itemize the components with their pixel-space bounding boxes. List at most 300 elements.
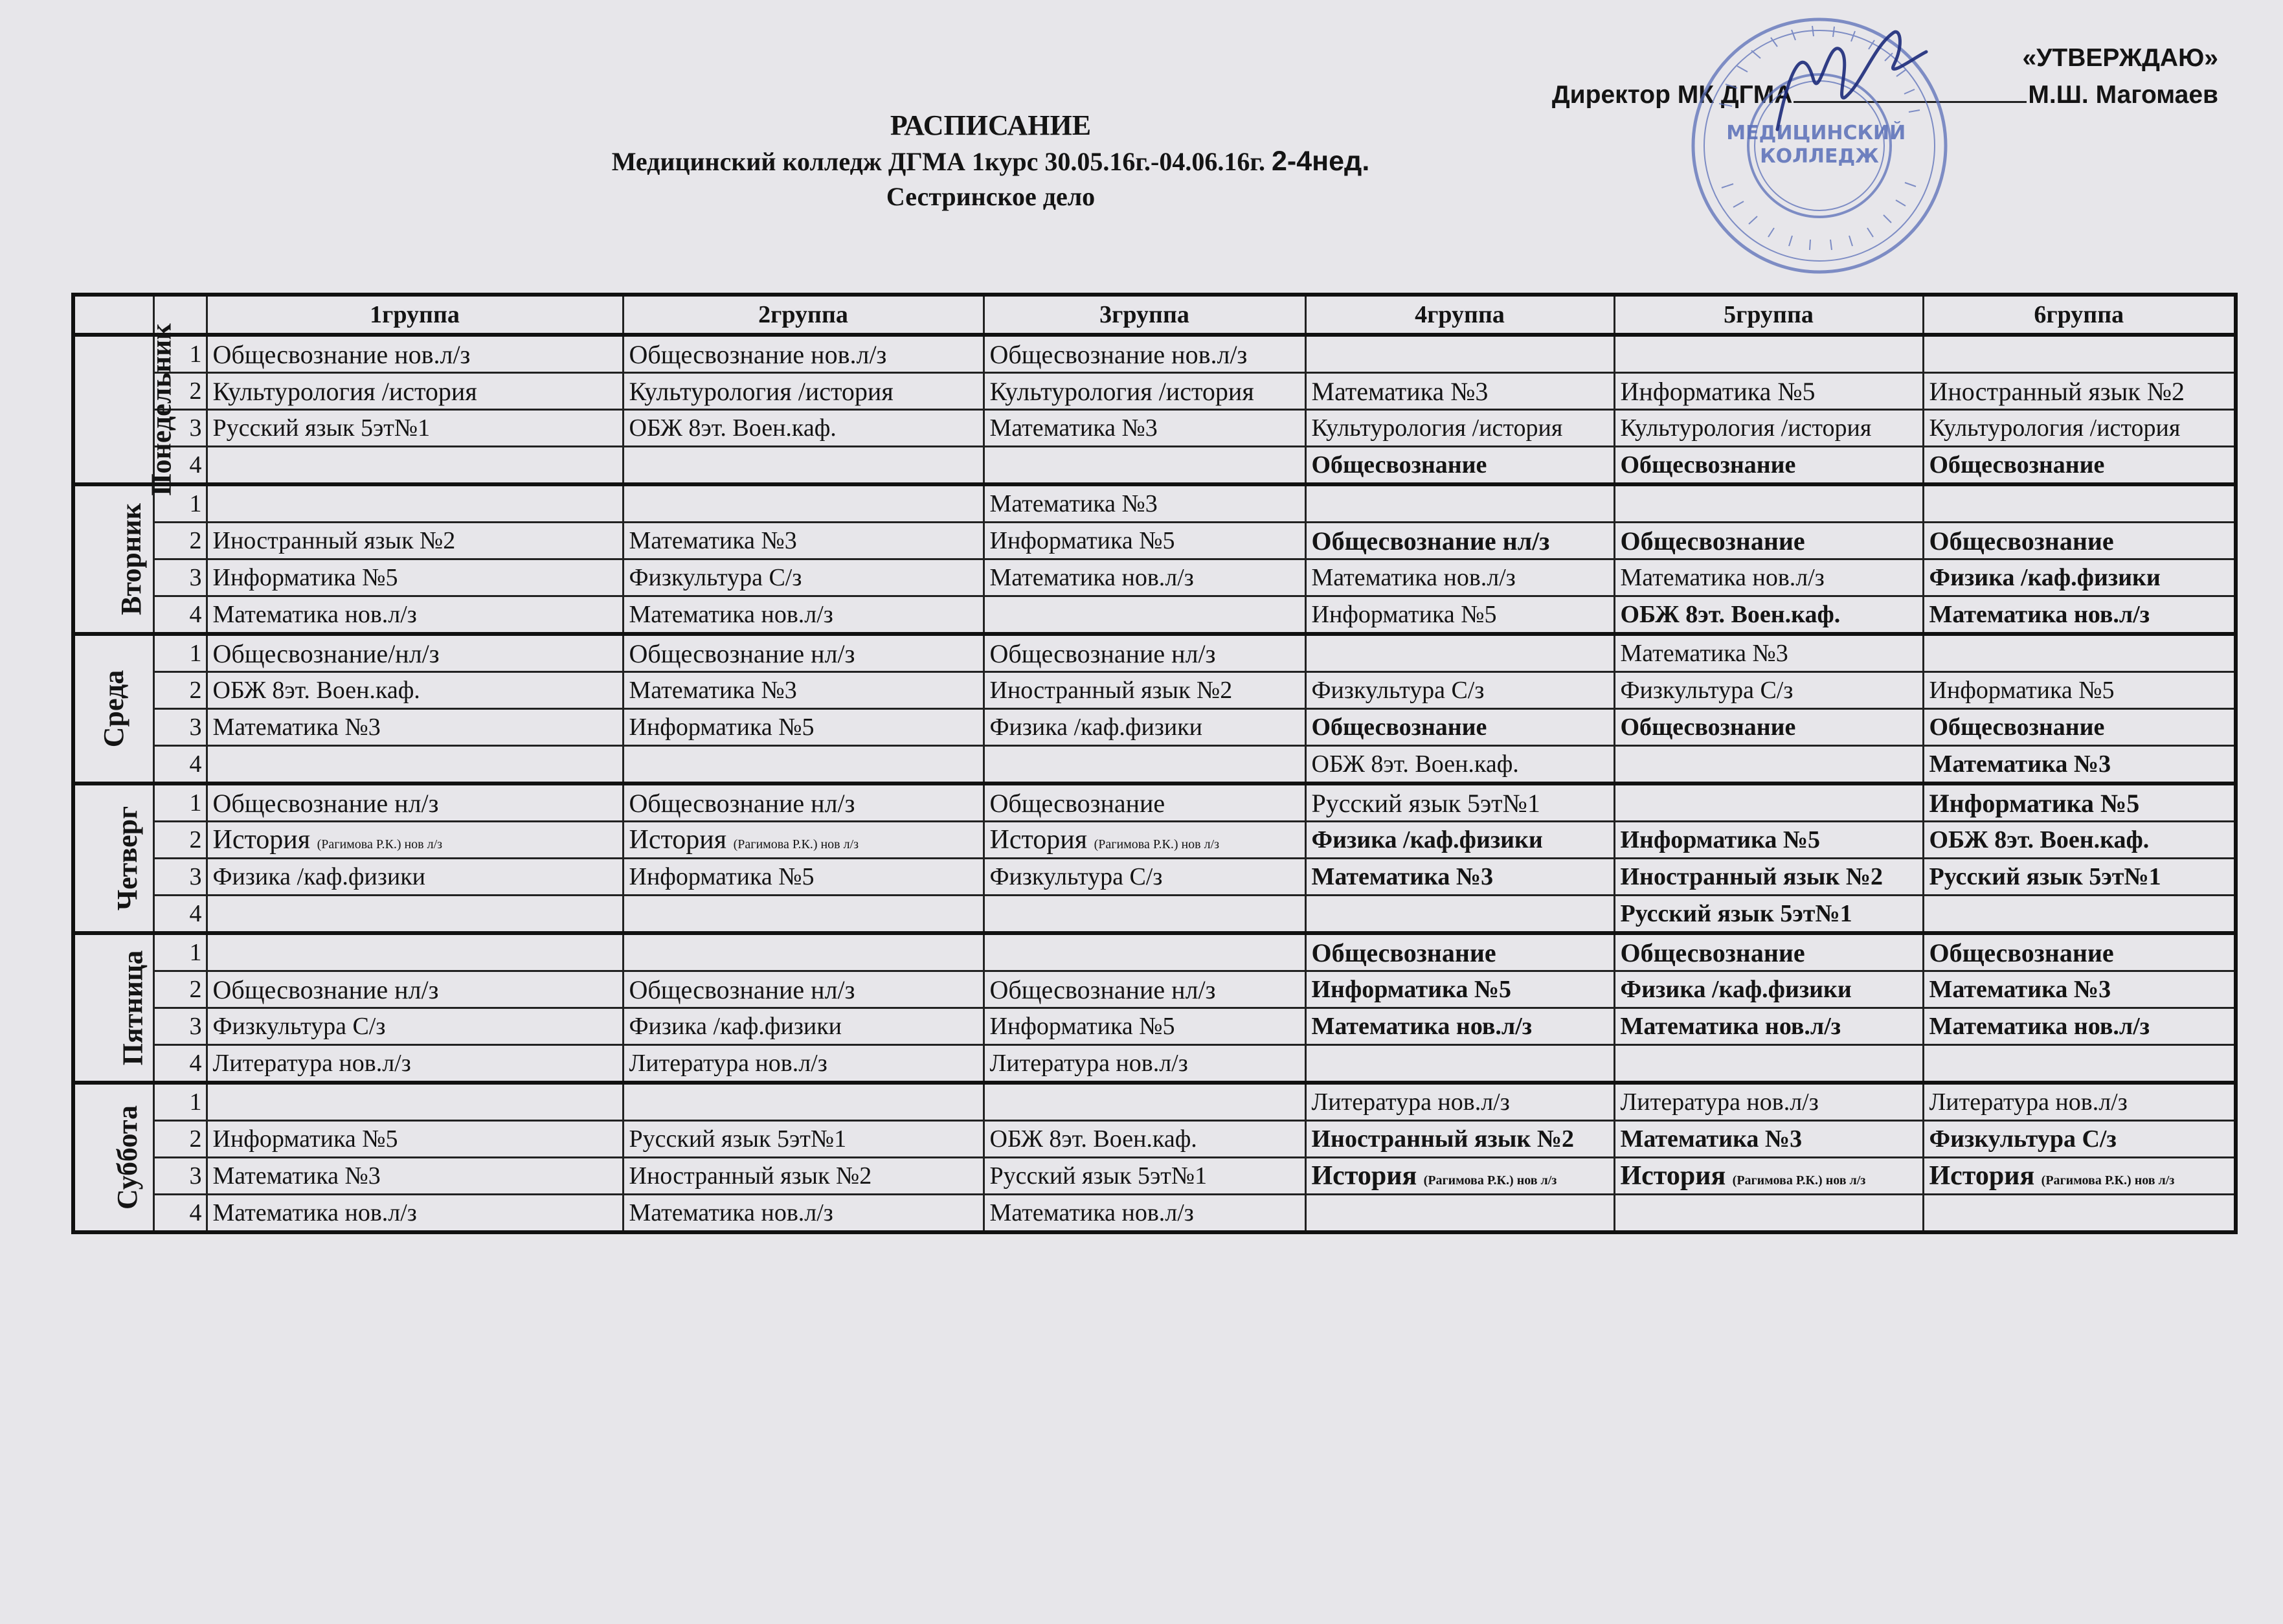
schedule-cell	[1305, 896, 1614, 934]
subject-text: Общесвознание нл/з	[1311, 526, 1550, 556]
schedule-cell	[1305, 746, 1614, 784]
subject-text: Общесвознание/нл/з	[212, 638, 440, 668]
schedule-cell	[1305, 410, 1614, 447]
subject-text: Математика №3	[1929, 976, 2111, 1003]
schedule-cell	[207, 335, 623, 373]
table-row	[73, 1195, 2236, 1233]
schedule-cell	[984, 896, 1305, 934]
lesson-number: 3	[153, 1158, 207, 1195]
schedule-cell	[207, 1158, 623, 1195]
schedule-cell	[1305, 709, 1614, 746]
schedule-cell	[1923, 1121, 2236, 1158]
schedule-cell	[1614, 1008, 1923, 1045]
schedule-cell	[1614, 335, 1923, 373]
schedule-table	[71, 293, 2238, 1234]
schedule-cell	[1305, 1195, 1614, 1233]
table-row	[73, 1008, 2236, 1045]
teacher-note: (Рагимова Р.К.) нов л/з	[1732, 1173, 1866, 1188]
teacher-note: (Рагимова Р.К.) нов л/з	[317, 837, 443, 851]
schedule-cell	[1614, 859, 1923, 896]
subject-text: Физика /каф.физики	[629, 1013, 842, 1040]
table-row	[73, 933, 2236, 971]
subject-text: Математика нов.л/з	[1929, 601, 2150, 628]
subject-text: Математика №3	[989, 414, 1158, 442]
lesson-number: 1	[153, 933, 207, 971]
schedule-cell	[984, 933, 1305, 971]
schedule-cell	[1923, 709, 2236, 746]
subject-text: Русский язык 5эт№1	[1311, 788, 1540, 818]
subject-text: Математика нов.л/з	[1620, 1013, 1841, 1040]
day-label-cell	[73, 1083, 153, 1232]
subject-text: Общесвознание	[1929, 526, 2114, 556]
table-row	[73, 447, 2236, 485]
schedule-cell	[1305, 1045, 1614, 1083]
group-header: 5группа	[1614, 295, 1923, 335]
day-name: Среда	[98, 670, 130, 748]
subject-text: Иностранный язык №2	[1929, 376, 2185, 406]
schedule-cell	[1305, 971, 1614, 1008]
subject-text: Информатика №5	[989, 527, 1175, 554]
table-row	[73, 335, 2236, 373]
schedule-cell	[984, 1158, 1305, 1195]
schedule-cell	[623, 746, 984, 784]
subject-text: Литература нов.л/з	[1311, 1088, 1510, 1116]
schedule-cell	[1614, 484, 1923, 523]
schedule-cell	[1923, 1195, 2236, 1233]
lesson-number: 4	[153, 1195, 207, 1233]
subject-text: Общесвознание	[1929, 938, 2114, 967]
subject-text: Русский язык 5эт№1	[212, 414, 431, 442]
schedule-cell	[1305, 335, 1614, 373]
subject-text: Физика /каф.физики	[1620, 976, 1852, 1003]
schedule-cell	[1614, 559, 1923, 596]
subject-text: Культурология /история	[1311, 414, 1563, 442]
schedule-cell	[984, 596, 1305, 635]
lesson-number: 3	[153, 1008, 207, 1045]
lesson-number: 3	[153, 709, 207, 746]
teacher-note: (Рагимова Р.К.) нов л/з	[1423, 1173, 1557, 1188]
subject-text: История	[212, 825, 311, 855]
subject-text: Физкультура С/з	[1620, 677, 1794, 704]
schedule-cell	[1614, 822, 1923, 859]
table-row	[73, 709, 2236, 746]
schedule-cell	[1614, 1195, 1923, 1233]
subject-text: Математика №3	[1620, 640, 1788, 667]
schedule-cell	[1923, 596, 2236, 635]
schedule-cell	[207, 859, 623, 896]
schedule-cell	[1923, 672, 2236, 709]
document-title: РАСПИСАНИЕ	[890, 109, 1092, 141]
schedule-cell	[984, 784, 1305, 822]
group-header: 3группа	[984, 295, 1305, 335]
schedule-cell	[623, 822, 984, 859]
subject-text: История	[629, 825, 727, 855]
subject-text: Математика нов.л/з	[1620, 564, 1825, 591]
subject-text: Информатика №5	[1620, 826, 1821, 853]
day-name: Вторник	[115, 503, 147, 615]
subject-text: ОБЖ 8эт. Воен.каф.	[1311, 750, 1519, 778]
subject-text: Информатика №5	[629, 714, 815, 741]
subject-text: ОБЖ 8эт. Воен.каф.	[212, 677, 420, 704]
subject-text: Культурология /история	[1929, 414, 2181, 442]
schedule-cell	[1923, 447, 2236, 485]
schedule-cell	[1305, 1121, 1614, 1158]
day-label-cell	[73, 784, 153, 933]
subject-text: Русский язык 5эт№1	[989, 1162, 1208, 1190]
schedule-cell	[984, 447, 1305, 485]
schedule-cell	[984, 559, 1305, 596]
lesson-number: 4	[153, 596, 207, 635]
subject-text: Физкультура С/з	[629, 564, 802, 591]
table-row	[73, 523, 2236, 559]
subject-text: Общесвознание	[1311, 714, 1487, 741]
schedule-cell	[1923, 410, 2236, 447]
schedule-cell	[623, 410, 984, 447]
lesson-number: 2	[153, 971, 207, 1008]
lesson-number: 2	[153, 373, 207, 410]
schedule-cell	[1614, 746, 1923, 784]
subject-text: Физика /каф.физики	[1311, 826, 1543, 853]
schedule-cell	[1923, 373, 2236, 410]
subject-text: Информатика №5	[629, 863, 815, 890]
schedule-cell	[1614, 596, 1923, 635]
teacher-note: (Рагимова Р.К.) нов л/з	[1094, 837, 1220, 851]
subject-text: Общесвознание нл/з	[212, 788, 439, 818]
day-name: Четверг	[111, 806, 144, 911]
lesson-number: 2	[153, 523, 207, 559]
subject-text: Общесвознание нл/з	[629, 788, 855, 818]
schedule-cell	[207, 634, 623, 672]
director-name: М.Ш. Магомаев	[2028, 80, 2218, 109]
day-label-cell	[73, 323, 177, 496]
schedule-cell	[207, 746, 623, 784]
header-day-corner	[73, 295, 153, 335]
group-header: 1группа	[207, 295, 623, 335]
seal-text: МЕДИЦИНСКИЙ КОЛЛЕДЖ	[1726, 122, 1906, 168]
lesson-number: 2	[153, 672, 207, 709]
subject-text: Культурология /история	[1620, 414, 1872, 442]
schedule-cell	[1614, 523, 1923, 559]
schedule-cell	[1305, 1158, 1614, 1195]
schedule-cell	[1305, 634, 1614, 672]
subject-text: Общесвознание	[1620, 526, 1805, 556]
group-header: 2группа	[623, 295, 984, 335]
schedule-cell	[1305, 933, 1614, 971]
signature-underline	[1794, 82, 2027, 103]
subject-text: Математика №3	[212, 1162, 381, 1190]
day-name: Понедельник	[145, 323, 177, 496]
teacher-note: (Рагимова Р.К.) нов л/з	[733, 837, 859, 851]
schedule-cell	[207, 1045, 623, 1083]
schedule-cell	[1305, 559, 1614, 596]
subject-text: Общесвознание	[1620, 451, 1796, 479]
subject-text: Информатика №5	[212, 564, 398, 591]
subject-text: Информатика №5	[1620, 376, 1816, 406]
schedule-cell	[623, 971, 984, 1008]
schedule-cell	[623, 933, 984, 971]
table-row	[73, 672, 2236, 709]
weeks-label: 2-4нед.	[1272, 146, 1370, 177]
schedule-cell	[207, 410, 623, 447]
subject-text: Физкультура С/з	[989, 863, 1163, 890]
subject-text: Физкультура С/з	[1929, 1125, 2117, 1153]
subject-text: Иностранный язык №2	[989, 677, 1233, 704]
lesson-number: 3	[153, 859, 207, 896]
day-name: Пятница	[117, 950, 149, 1066]
subject-text: Математика №3	[989, 490, 1158, 517]
schedule-cell	[623, 559, 984, 596]
schedule-cell	[1614, 1083, 1923, 1121]
schedule-cell	[1614, 971, 1923, 1008]
schedule-cell	[1923, 484, 2236, 523]
schedule-cell	[984, 373, 1305, 410]
approval-signature-line	[1377, 77, 2218, 114]
subject-text: Математика №3	[1311, 376, 1489, 406]
subject-text: Общесвознание	[1311, 938, 1496, 967]
schedule-cell	[207, 559, 623, 596]
schedule-cell	[984, 709, 1305, 746]
schedule-cell	[207, 1195, 623, 1233]
schedule-cell	[623, 1121, 984, 1158]
lesson-number: 4	[153, 746, 207, 784]
subject-text: Общесвознание нл/з	[629, 638, 855, 668]
schedule-cell	[623, 896, 984, 934]
schedule-cell	[623, 1045, 984, 1083]
subject-text: ОБЖ 8эт. Воен.каф.	[1620, 601, 1841, 628]
schedule-cell	[984, 1121, 1305, 1158]
schedule-cell	[1614, 1045, 1923, 1083]
schedule-cell	[1614, 373, 1923, 410]
subject-text: История	[1620, 1161, 1726, 1191]
schedule-cell	[207, 784, 623, 822]
subject-text: Физика /каф.физики	[989, 714, 1202, 741]
document-subtitle	[550, 144, 1431, 180]
subject-text: Общесвознание нов.л/з	[629, 339, 887, 369]
schedule-cell	[623, 634, 984, 672]
schedule-cell	[623, 1158, 984, 1195]
subject-text: Математика нов.л/з	[212, 1199, 417, 1226]
specialty-label: Сестринское дело	[886, 182, 1096, 212]
table-row	[73, 1158, 2236, 1195]
schedule-cell	[984, 1195, 1305, 1233]
schedule-cell	[1614, 784, 1923, 822]
subject-text: Литература нов.л/з	[1929, 1088, 2128, 1116]
table-row	[73, 373, 2236, 410]
subject-text: Культурология /история	[212, 376, 477, 406]
group-header: 4группа	[1305, 295, 1614, 335]
schedule-cell	[984, 859, 1305, 896]
schedule-cell	[623, 447, 984, 485]
subject-text: Общесвознание нл/з	[212, 975, 439, 1004]
subject-text: Общесвознание	[989, 788, 1165, 818]
subject-text: Математика нов.л/з	[629, 601, 833, 628]
schedule-cell	[207, 1083, 623, 1121]
subject-text: Общесвознание нл/з	[989, 638, 1216, 668]
day-label-cell	[73, 933, 153, 1083]
subject-text: История	[1311, 1161, 1417, 1191]
lesson-number: 3	[153, 410, 207, 447]
document-header	[550, 107, 1431, 214]
subject-text: Общесвознание	[1620, 714, 1796, 741]
table-row	[73, 1121, 2236, 1158]
schedule-cell	[1614, 672, 1923, 709]
subject-text: Математика нов.л/з	[1311, 1013, 1533, 1040]
table-row	[73, 896, 2236, 934]
lesson-number: 4	[153, 447, 207, 485]
schedule-cell	[623, 784, 984, 822]
lesson-number: 1	[153, 784, 207, 822]
table-row	[73, 410, 2236, 447]
subject-text: Иностранный язык №2	[212, 527, 456, 554]
schedule-cell	[1305, 447, 1614, 485]
subject-text: Математика нов.л/з	[629, 1199, 833, 1226]
subject-text: Информатика №5	[989, 1013, 1175, 1040]
schedule-cell	[1923, 559, 2236, 596]
schedule-cell	[1305, 1083, 1614, 1121]
schedule-cell	[623, 859, 984, 896]
schedule-cell	[1923, 1083, 2236, 1121]
table-row	[73, 484, 2236, 523]
subject-text: Общесвознание	[1929, 451, 2105, 479]
schedule-cell	[207, 672, 623, 709]
table-row	[73, 1083, 2236, 1121]
approval-block	[1377, 40, 2218, 113]
table-row	[73, 822, 2236, 859]
schedule-cell	[984, 672, 1305, 709]
approval-stamp: «УТВЕРЖДАЮ»	[2022, 44, 2218, 72]
subject-text: ОБЖ 8эт. Воен.каф.	[1929, 826, 2150, 853]
schedule-cell	[623, 1083, 984, 1121]
schedule-cell	[207, 523, 623, 559]
group-header: 6группа	[1923, 295, 2236, 335]
table-row	[73, 559, 2236, 596]
schedule-cell	[207, 971, 623, 1008]
schedule-cell	[1614, 447, 1923, 485]
subject-text: Русский язык 5эт№1	[1929, 863, 2161, 890]
subject-text: Общесвознание	[1311, 451, 1487, 479]
schedule-cell	[1614, 896, 1923, 934]
subject-text: Литература нов.л/з	[212, 1050, 411, 1077]
day-label-cell	[73, 484, 153, 634]
schedule-cell	[207, 1121, 623, 1158]
subject-text: ОБЖ 8эт. Воен.каф.	[989, 1125, 1197, 1153]
subtitle-text: Медицинский колледж ДГМА 1курс 30.05.16г.-04.06.16г.	[611, 147, 1265, 177]
schedule-cell	[623, 1195, 984, 1233]
schedule-cell	[1923, 822, 2236, 859]
lesson-number: 2	[153, 1121, 207, 1158]
subject-text: Математика нов.л/з	[989, 1199, 1194, 1226]
schedule-cell	[1923, 523, 2236, 559]
schedule-cell	[623, 373, 984, 410]
subject-text: Математика №3	[629, 677, 797, 704]
subject-text: Общесвознание нл/з	[629, 975, 855, 1004]
table-row	[73, 1045, 2236, 1083]
table-header-row	[73, 295, 2236, 335]
subject-text: Информатика №5	[1311, 976, 1512, 1003]
schedule-cell	[207, 596, 623, 635]
schedule-cell	[1305, 822, 1614, 859]
schedule-cell	[1614, 634, 1923, 672]
schedule-cell	[1305, 1008, 1614, 1045]
lesson-number: 1	[153, 335, 207, 373]
schedule-cell	[207, 822, 623, 859]
subject-text: Общесвознание	[1929, 714, 2105, 741]
subject-text: Культурология /история	[989, 376, 1254, 406]
schedule-cell	[1305, 784, 1614, 822]
subject-text: Информатика №5	[1929, 677, 2115, 704]
schedule-cell	[1923, 859, 2236, 896]
schedule-cell	[1923, 746, 2236, 784]
schedule-cell	[1305, 596, 1614, 635]
schedule-cell	[623, 523, 984, 559]
schedule-cell	[984, 746, 1305, 784]
table-row	[73, 596, 2236, 635]
schedule-cell	[984, 1045, 1305, 1083]
schedule-cell	[207, 933, 623, 971]
schedule-cell	[1305, 484, 1614, 523]
lesson-number: 2	[153, 822, 207, 859]
schedule-cell	[1923, 896, 2236, 934]
schedule-cell	[207, 896, 623, 934]
subject-text: Общесвознание	[1620, 938, 1805, 967]
table-row	[73, 784, 2236, 822]
subject-text: Физика /каф.физики	[1929, 564, 2161, 591]
schedule-cell	[984, 822, 1305, 859]
day-name: Суббота	[111, 1105, 144, 1210]
schedule-cell	[1614, 709, 1923, 746]
schedule-cell	[1305, 672, 1614, 709]
subject-text: Информатика №5	[1929, 788, 2140, 818]
lesson-number: 1	[153, 1083, 207, 1121]
subject-text: Иностранный язык №2	[629, 1162, 872, 1190]
schedule-cell	[1614, 1121, 1923, 1158]
subject-text: Русский язык 5эт№1	[1620, 900, 1852, 927]
table-row	[73, 634, 2236, 672]
table-row	[73, 746, 2236, 784]
subject-text: Общесвознание нов.л/з	[212, 339, 471, 369]
lesson-number: 1	[153, 634, 207, 672]
subject-text: Иностранный язык №2	[1620, 863, 1884, 890]
director-title: Директор МК ДГМА	[1551, 80, 1793, 109]
schedule-cell	[1923, 335, 2236, 373]
schedule-cell	[1923, 634, 2236, 672]
subject-text: Математика №3	[1620, 1125, 1803, 1153]
subject-text: Физика /каф.физики	[212, 863, 425, 890]
subject-text: Иностранный язык №2	[1311, 1125, 1575, 1153]
schedule-cell	[623, 335, 984, 373]
subject-text: Математика нов.л/з	[1311, 564, 1516, 591]
schedule-cell	[1923, 933, 2236, 971]
schedule-cell	[984, 484, 1305, 523]
schedule-cell	[1614, 1158, 1923, 1195]
day-label-cell	[73, 634, 153, 784]
schedule-cell	[1923, 971, 2236, 1008]
subject-text: Информатика №5	[1311, 601, 1497, 628]
subject-text: Математика нов.л/з	[1929, 1013, 2150, 1040]
subject-text: Информатика №5	[212, 1125, 398, 1153]
teacher-note: (Рагимова Р.К.) нов л/з	[2041, 1173, 2175, 1188]
schedule-cell	[1923, 1158, 2236, 1195]
subject-text: Литература нов.л/з	[1620, 1088, 1819, 1116]
schedule-cell	[207, 373, 623, 410]
schedule-cell	[1923, 784, 2236, 822]
schedule-cell	[1923, 1045, 2236, 1083]
subject-text: Физкультура С/з	[212, 1013, 386, 1040]
subject-text: История	[1929, 1161, 2035, 1191]
subject-text: ОБЖ 8эт. Воен.каф.	[629, 414, 837, 442]
lesson-number: 4	[153, 1045, 207, 1083]
subject-text: Математика нов.л/з	[212, 601, 417, 628]
